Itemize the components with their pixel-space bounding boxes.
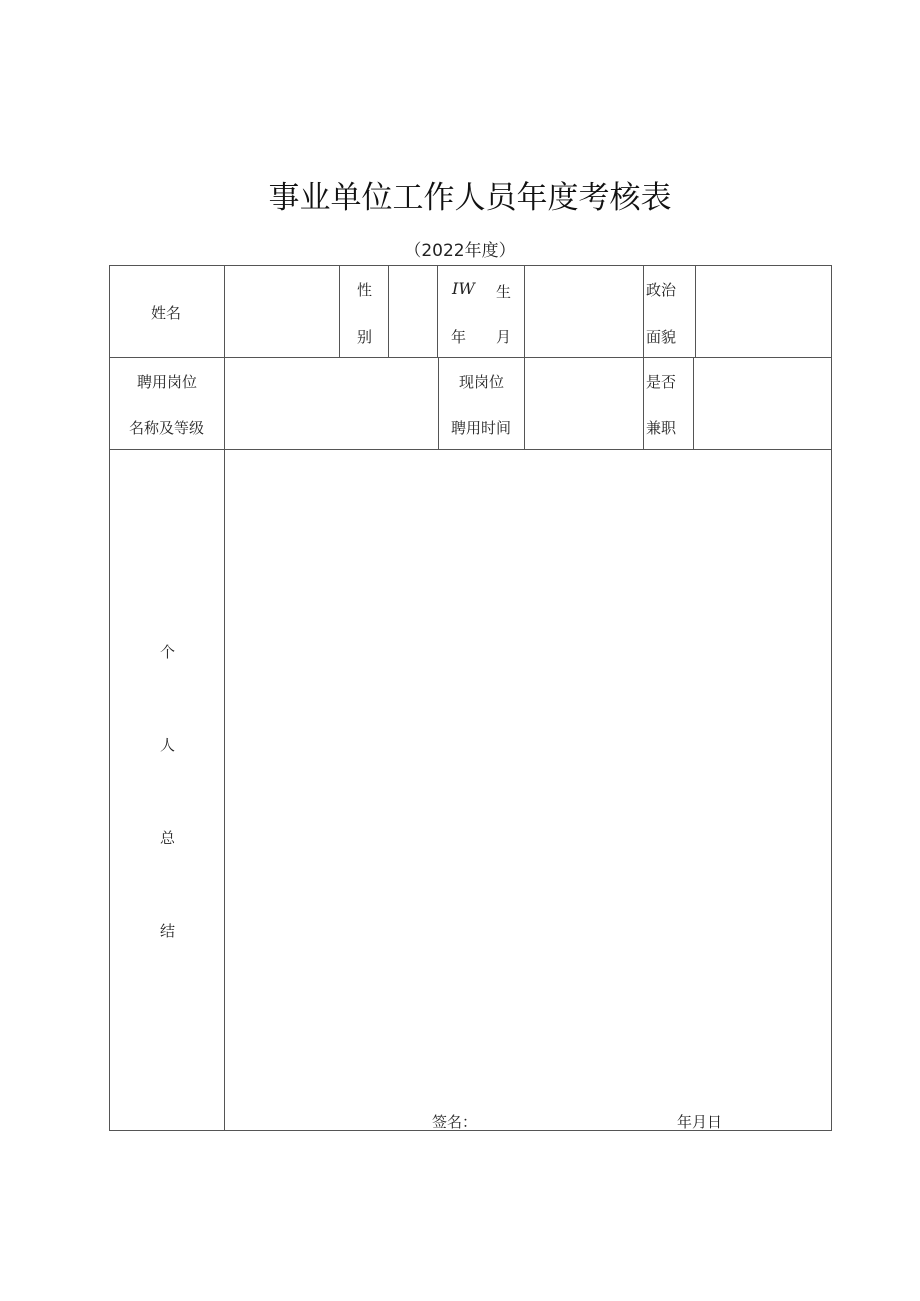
current-position-label-2: 聘用时间 — [451, 419, 512, 437]
table-border-left — [109, 265, 110, 1131]
summary-label-char: 结 — [160, 922, 176, 940]
row2-divider — [524, 357, 525, 449]
form-title: 事业单位工作人员年度考核表 — [268, 180, 672, 216]
row1-divider — [643, 265, 644, 357]
table-border-right — [831, 265, 832, 1131]
birth-label-2: 年 — [451, 328, 467, 346]
summary-label-char: 人 — [160, 736, 176, 754]
current-position-label-1: 现岗位 — [459, 373, 505, 391]
summary-label-char: 个 — [160, 643, 176, 661]
parttime-label-1: 是否 — [646, 373, 677, 391]
row1-divider — [339, 265, 340, 357]
summary-label-char: 总 — [160, 829, 176, 847]
row2-divider — [693, 357, 694, 449]
table-border-top — [109, 265, 832, 266]
gender-label-2: 别 — [357, 328, 373, 346]
politics-label-1: 政治 — [646, 281, 677, 299]
row1-divider — [437, 265, 438, 357]
birth-label-prefix: IW — [452, 279, 475, 298]
signature-label: 签名： — [432, 1113, 478, 1131]
row1-divider — [524, 265, 525, 357]
form-year: （2022年度） — [404, 241, 516, 261]
row1-divider — [695, 265, 696, 357]
row2-divider — [643, 357, 644, 449]
table-divider-row1 — [109, 357, 832, 358]
row2-divider — [438, 357, 439, 449]
parttime-label-2: 兼职 — [646, 419, 677, 437]
label-column-divider — [224, 265, 225, 1131]
birth-label-1: 生 — [496, 283, 512, 301]
position-label-1: 聘用岗位 — [137, 373, 198, 391]
row1-divider — [388, 265, 389, 357]
name-label: 姓名 — [151, 304, 182, 322]
politics-label-2: 面貌 — [646, 328, 677, 346]
birth-label-3: 月 — [496, 328, 512, 346]
gender-label-1: 性 — [357, 281, 373, 299]
date-label: 年月日 — [677, 1113, 723, 1131]
position-label-2: 名称及等级 — [129, 419, 205, 437]
table-divider-row2 — [109, 449, 832, 450]
